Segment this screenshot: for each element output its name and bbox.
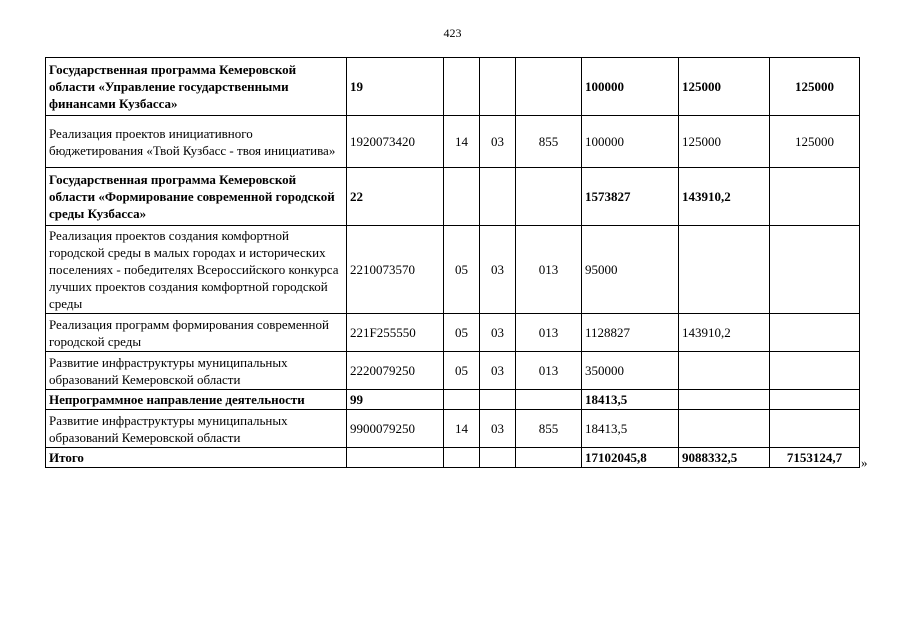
page-number: 423 (443, 26, 462, 40)
cell-code (347, 448, 444, 468)
cell-c: 013 (516, 352, 582, 390)
cell-v1: 100000 (582, 58, 679, 116)
cell-b (480, 448, 516, 468)
cell-b: 03 (480, 410, 516, 448)
cell-name: Реализация проектов инициативного бюджетирования «Твой Кузбасс - твоя инициатива» (46, 116, 347, 168)
cell-c (516, 390, 582, 410)
cell-a: 05 (444, 226, 480, 314)
cell-v2 (679, 226, 770, 314)
cell-v1: 17102045,8 (582, 448, 679, 468)
cell-v3: 125000 (770, 58, 860, 116)
cell-c (516, 448, 582, 468)
cell-v1: 100000 (582, 116, 679, 168)
cell-a: 05 (444, 314, 480, 352)
table-row (46, 352, 860, 390)
table-row (46, 58, 860, 116)
cell-v1: 18413,5 (582, 390, 679, 410)
cell-v2: 125000 (679, 58, 770, 116)
cell-v3 (770, 314, 860, 352)
cell-a: 14 (444, 410, 480, 448)
cell-v2 (679, 410, 770, 448)
cell-v3: 125000 (770, 116, 860, 168)
table-row (46, 410, 860, 448)
cell-v3 (770, 168, 860, 226)
cell-name: Развитие инфраструктуры муниципальных образований Кемеровской области (46, 352, 347, 390)
cell-code: 2220079250 (347, 352, 444, 390)
cell-code: 9900079250 (347, 410, 444, 448)
cell-v2 (679, 352, 770, 390)
cell-v1: 1128827 (582, 314, 679, 352)
cell-name: Непрограммное направление деятельности (46, 390, 347, 410)
cell-v2 (679, 390, 770, 410)
cell-a (444, 390, 480, 410)
table-row (46, 390, 860, 410)
cell-name: Реализация программ формирования современной городской среды (46, 314, 347, 352)
cell-c (516, 58, 582, 116)
cell-name: Итого (46, 448, 347, 468)
cell-name: Развитие инфраструктуры муниципальных образований Кемеровской области (46, 410, 347, 448)
cell-name: Государственная программа Кемеровской области «Управление государственными финансами Кузбасса» (46, 58, 347, 116)
cell-b: 03 (480, 116, 516, 168)
cell-v1: 18413,5 (582, 410, 679, 448)
cell-name: Реализация проектов создания комфортной городской среды в малых городах и исторических поселениях - победителях Всероссийского конкурса лучших проектов создания комфортной городской среды (46, 226, 347, 314)
closing-quote: » (861, 455, 868, 470)
cell-v1: 1573827 (582, 168, 679, 226)
cell-v2: 143910,2 (679, 314, 770, 352)
cell-a (444, 448, 480, 468)
cell-c (516, 168, 582, 226)
cell-v1: 350000 (582, 352, 679, 390)
cell-a (444, 168, 480, 226)
cell-b (480, 168, 516, 226)
cell-v2: 143910,2 (679, 168, 770, 226)
cell-b: 03 (480, 352, 516, 390)
cell-c: 013 (516, 314, 582, 352)
budget-table (45, 57, 860, 468)
cell-v3 (770, 410, 860, 448)
cell-a: 05 (444, 352, 480, 390)
table-row (46, 226, 860, 314)
table-row (46, 314, 860, 352)
cell-code: 221F255550 (347, 314, 444, 352)
cell-c: 855 (516, 116, 582, 168)
cell-b: 03 (480, 226, 516, 314)
cell-a: 14 (444, 116, 480, 168)
cell-v2: 9088332,5 (679, 448, 770, 468)
cell-b: 03 (480, 314, 516, 352)
total-row (46, 448, 860, 468)
cell-code: 99 (347, 390, 444, 410)
cell-v3 (770, 390, 860, 410)
cell-code: 22 (347, 168, 444, 226)
cell-v1: 95000 (582, 226, 679, 314)
table-row (46, 168, 860, 226)
cell-v3 (770, 352, 860, 390)
cell-code: 2210073570 (347, 226, 444, 314)
cell-a (444, 58, 480, 116)
table-row (46, 116, 860, 168)
cell-v3: 7153124,7 (770, 448, 860, 468)
cell-c: 013 (516, 226, 582, 314)
cell-code: 1920073420 (347, 116, 444, 168)
cell-b (480, 58, 516, 116)
cell-name: Государственная программа Кемеровской области «Формирование современной городской среды Кузбасса» (46, 168, 347, 226)
cell-v3 (770, 226, 860, 314)
cell-b (480, 390, 516, 410)
table-body (46, 58, 860, 468)
cell-v2: 125000 (679, 116, 770, 168)
cell-c: 855 (516, 410, 582, 448)
cell-code: 19 (347, 58, 444, 116)
